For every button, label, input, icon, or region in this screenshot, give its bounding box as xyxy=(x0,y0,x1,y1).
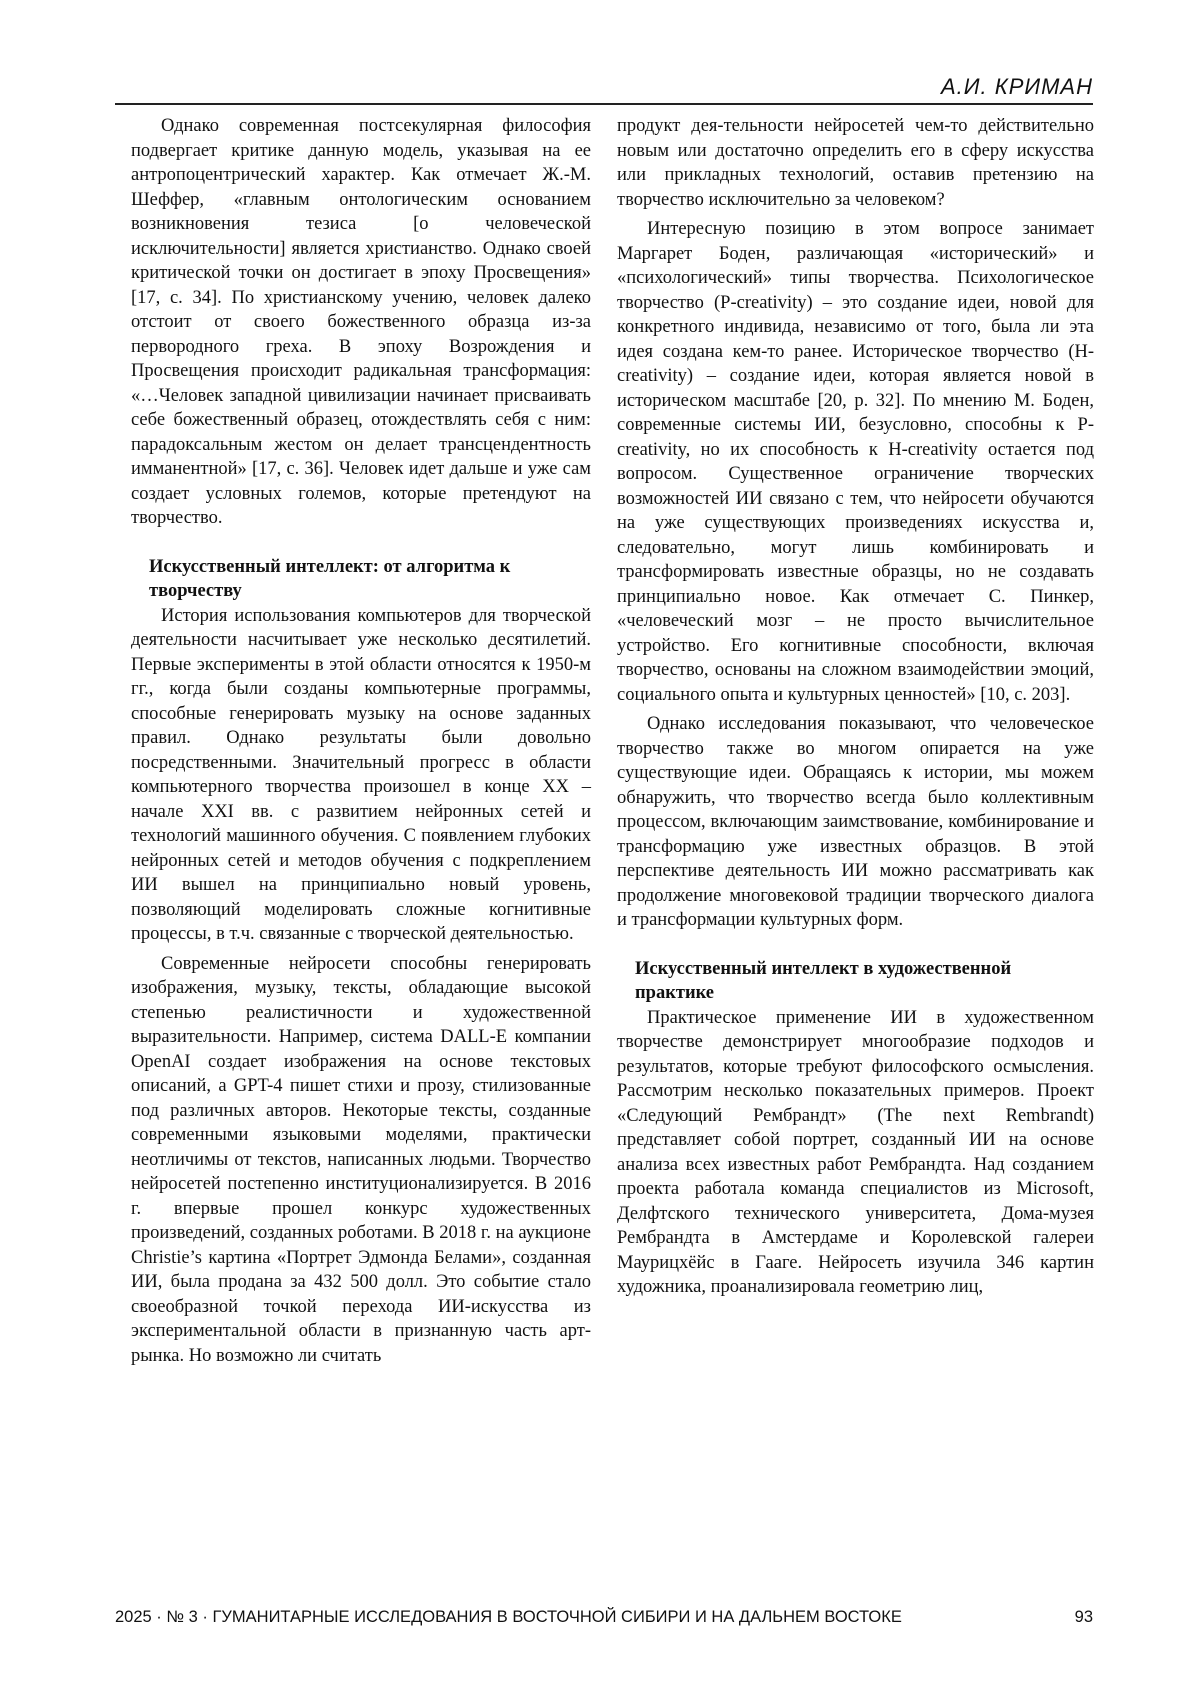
paragraph: Однако современная постсекулярная философия подвергает критике данную модель, указывая на ее антропоцентрический характер. Как отмечает Ж.-М. Шеффер, «главным онтологическим основанием возникновения тезиса [о человеческой исключительности] является христианство. Однако своей критической точки он достигает в эпоху Просвещения» [17, с. 34]. По христианскому учению, человек далеко отстоит от своего божественного образца из-за первородного греха. В эпоху Возрождения и Просвещения происходит радикальная трансформация: «…Человек западной цивилизации начинает присваивать себе божественный образец, отождествлять себя с ним: парадоксальным жестом он делает трансцендентность имманентной» [17, с. 36]. Человек идет дальше и уже сам создает условных големов, которые претендуют на творчество. xyxy=(131,116,591,528)
header-divider xyxy=(115,103,1093,105)
section-heading: Искусственный интеллект в художественной практике xyxy=(635,958,1012,1003)
paragraph: Практическое применение ИИ в художественном творчестве демонстрирует многообразие подходов и результатов, которые требуют философского осмысления. Рассмотрим несколько показательных примеров. Проект «Следующий Рембрандт» (The next Rembrandt) представляет собой портрет, созданный ИИ на основе анализа всех известных работ Рембрандта. Над созданием проекта работала команда специалистов из Microsoft, Делфтского технического университета, Дома-музея Рембрандта в Амстердаме и Королевской галереи Маурицхёйс в Гааге. Нейросеть изучила 346 картин художника, проанализировала геометрию лиц, xyxy=(617,1007,1094,1297)
paragraph: Однако исследования показывают, что человеческое творчество также во многом опирается на уже существующие идеи. Обращаясь к истории, мы можем обнаружить, что творчество всегда было коллективным процессом, включающим заимствование, комбинирование и трансформацию уже известных образцов. В этой перспективе деятельность ИИ можно рассматривать как продолжение многовековой традиции творческого диалога и трансформации культурных форм. xyxy=(617,714,1094,930)
left-column xyxy=(131,114,591,1368)
section-heading: Искусственный интеллект: от алгоритма к творчеству xyxy=(149,556,511,601)
page-number: 93 xyxy=(1074,1608,1093,1626)
running-head-author: А.И. КРИМАН xyxy=(940,74,1093,99)
paragraph: История использования компьютеров для творческой деятельности насчитывает уже несколько десятилетий. Первые эксперименты в этой области относятся к 1950-м гг., когда были созданы компьютерные программы, способные генерировать музыку на основе заданных правил. Однако результаты были довольно посредственными. Значительный прогресс в области компьютерного творчества произошел в конце XX – начале XXI вв. с развитием нейронных сетей и технологий машинного обучения. С появлением глубоких нейронных сетей и методов обучения с подкреплением ИИ вышел на принципиально новый уровень, позволяющий моделировать сложные когнитивные процессы, в т.ч. связанные с творческой деятельностью. xyxy=(131,605,591,944)
paragraph: Интересную позицию в этом вопросе занимает Маргарет Боден, различающая «исторический» и «психологический» типы творчества. Психологическое творчество (P-creativity) – это создание идеи, новой для конкретного индивида, независимо от того, была ли эта идея создана кем-то ранее. Историческое творчество (H-creativity) – создание идеи, которая является новой в историческом масштабе [20, p. 32]. По мнению М. Боден, современные системы ИИ, безусловно, способны к P-creativity, но их способность к H-creativity остается под вопросом. Существенное ограничение творческих возможностей ИИ связано с тем, что нейросети обучаются на уже существующих произведениях искусства и, следовательно, могут лишь комбинировать и трансформировать известные образцы, но не создавать принципиально новое. Как отмечает С. Пинкер, «человеческий мозг – не просто вычислительное устройство. Его когнитивные способности, включая творчество, основаны на сложном взаимодействии эмоций, социального опыта и культурных ценностей» [10, с. 203]. xyxy=(617,219,1094,705)
paragraph: Современные нейросети способны генерировать изображения, музыку, тексты, обладающие высокой степенью реалистичности и художественной выразительности. Например, система DALL-E компании OpenAI создает изображения на основе текстовых описаний, а GPT-4 пишет стихи и прозу, стилизованные под различных авторов. Некоторые тексты, созданные современными языковыми моделями, практически неотличимы от текстов, написанных людьми. Творчество нейросетей постепенно институционализируется. В 2016 г. впервые прошел конкурс художественных произведений, созданных роботами. В 2018 г. на аукционе Christie’s картина «Портрет Эдмонда Белами», созданная ИИ, была продана за 432 500 долл. Это событие стало своеобразной точкой перехода ИИ-искусства из экспериментальной области в признанную часть арт-рынка. Но возможно ли считать xyxy=(131,953,591,1366)
right-column xyxy=(617,114,1094,1300)
paragraph-continuation: продукт дея-тельности нейросетей чем-то действительно новым или достаточно определить его в сферу искусства или прикладных технологий, оставив претензию на творчество исключительно за человеком? xyxy=(617,116,1094,210)
journal-title: 2025 · № 3 · ГУМАНИТАРНЫЕ ИССЛЕДОВАНИЯ В ВОСТОЧНОЙ СИБИРИ И НА ДАЛЬНЕМ ВОСТОКЕ xyxy=(115,1608,902,1626)
